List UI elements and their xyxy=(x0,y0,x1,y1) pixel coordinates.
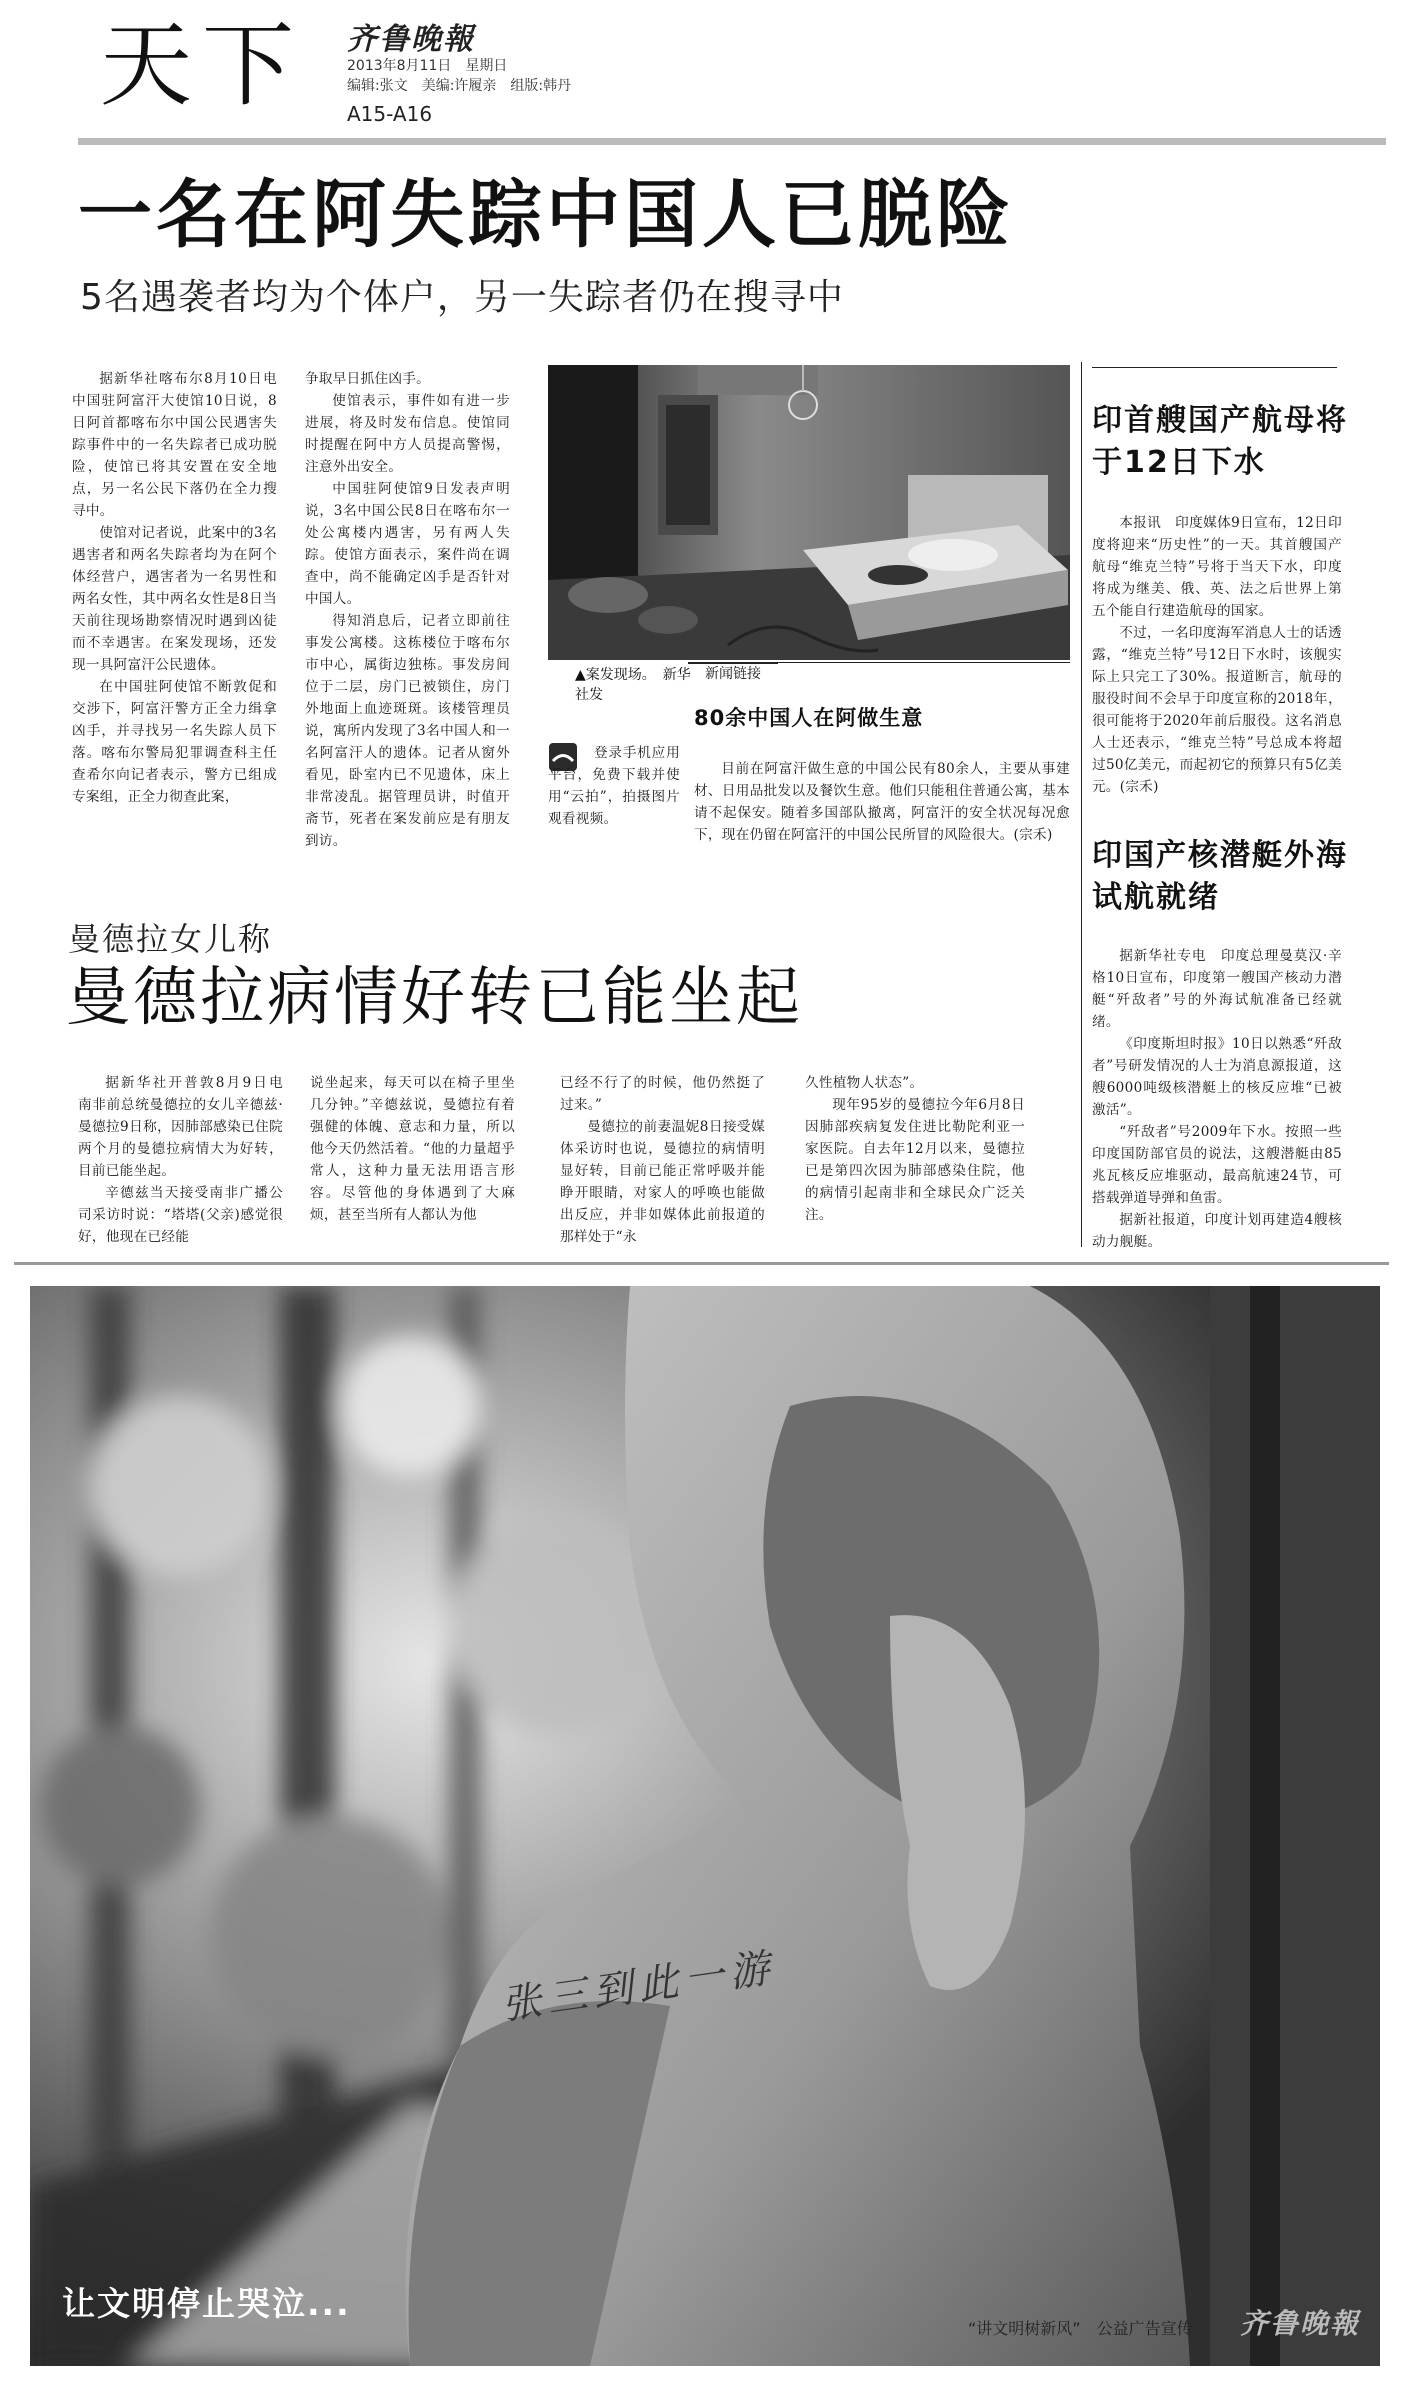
lead-paragraph: 得知消息后，记者立即前往事发公寓楼。这栋楼位于喀布尔市中心，属街边独栋。事发房间位于二层，房门已被锁住，房门外地面上血迹斑斑。该楼管理员说，寓所内发现了3名中国人和一名阿富汗人的遗体。记者从窗外看见，卧室内已不见遗体，床上非常凌乱。据管理员讲，时值开斋节，死者在案发前应是有朋友到访。 xyxy=(305,613,510,849)
page-range: A15-A16 xyxy=(347,102,433,126)
sidebar-title-carrier: 印首艘国产航母将于12日下水 xyxy=(1092,403,1348,480)
staff-line: 编辑:张文 美编:许履亲 组版:韩丹 xyxy=(347,78,572,94)
sidebar-story-carrier xyxy=(1092,512,1342,798)
sidebar-paragraph: 不过，一名印度海军消息人士的话透露，“维克兰特”号12日下水时，该舰实际上只完工了30%。报道断言，航母的服役时间不会早于印度宣称的2018年，很可能将于2020年前后服役。这名消息人士还表示，“维克兰特”号总成本将超过50亿美元，而起初它的预算只有5亿美元。(宗禾) xyxy=(1092,625,1342,795)
section-title: 天下 xyxy=(100,12,305,119)
lead-paragraph: 在中国驻阿使馆不断敦促和交涉下，阿富汗警方正全力缉拿凶手，并寻找另一名失踪人员下落。喀布尔警局犯罪调查科主任查希尔向记者表示，警方已组成专案组，正全力彻查此案， xyxy=(72,679,277,805)
paper-logo: 齐鲁晚報 xyxy=(347,22,475,57)
mandela-paragraph: 久性植物人状态”。 xyxy=(805,1075,924,1091)
sidebar-title-submarine: 印国产核潜艇外海试航就绪 xyxy=(1092,838,1348,915)
lead-paragraph: 据新华社喀布尔8月10日电 中国驻阿富汗大使馆10日说，8日阿首都喀布尔中国公民遇害失踪事件中的一名失踪者已成功脱险，使馆已将其安置在安全地点，另一名公民下落仍在全力搜寻中。 xyxy=(72,371,291,519)
lead-paragraph: 使馆对记者说，此案中的3名遇害者和两名失踪者均为在阿个体经营户，遇害者为一名男性和两名女性，其中两名女性是8日当天前往现场勘察情况时遇到凶徒而不幸遇害。在案发现场，还发现一具阿富汗公民遗体。 xyxy=(72,525,277,673)
sidebar-paragraph: “歼敌者”号2009年下水。按照一些印度国防部官员的说法，这艘潜艇由85兆瓦核反应堆驱动，最高航速24节，可搭载弹道导弹和鱼雷。 xyxy=(1092,1124,1342,1206)
mandela-paragraph: 已经不行了的时候，他仍然挺了过来。” xyxy=(560,1075,765,1113)
sidebar-paragraph: 据新华社专电 印度总理曼莫汉·辛格10日宣布，印度第一艘国产核动力潜艇“歼敌者”号的外海试航准备已经就绪。 xyxy=(1092,948,1342,1030)
ad-credit: “讲文明树新风” 公益广告宣传 xyxy=(968,2319,1193,2338)
app-promo-text: 登录手机应用平台，免费下载并使用“云拍”，拍摄图片观看视频。 xyxy=(548,745,680,827)
news-link-title: 80余中国人在阿做生意 xyxy=(694,706,924,730)
sidebar-paragraph: 本报讯 印度媒体9日宣布，12日印度将迎来“历史性”的一天。其首艘国产航母“维克兰特”号将于当天下水，印度将成为继美、俄、英、法之后世界上第五个能自行建造航母的国家。 xyxy=(1092,515,1342,619)
sidebar-story-submarine xyxy=(1092,945,1342,1253)
lead-column-1 xyxy=(72,368,291,808)
mandela-kicker: 曼德拉女儿称 xyxy=(68,920,273,958)
top-rule xyxy=(78,138,1386,145)
column-divider xyxy=(1081,362,1082,1247)
date-line: 2013年8月11日 星期日 xyxy=(347,58,508,74)
sidebar-paragraph: 据新社报道，印度计划再建造4艘核动力舰艇。 xyxy=(1092,1212,1342,1250)
lead-subhead: 5名遇袭者均为个体户，另一失踪者仍在搜寻中 xyxy=(80,277,844,318)
mandela-paragraph: 说坐起来，每天可以在椅子里坐几分钟。”辛德兹说，曼德拉有着强健的体魄、意志和力量，所以他今天仍然活着。“他的力量超乎常人，这种力量无法用语言形容。尽管他的身体遇到了大麻烦，甚至当所有人都认为他 xyxy=(310,1075,515,1223)
mandela-column-3 xyxy=(560,1072,765,1248)
mandela-column-1 xyxy=(78,1072,297,1248)
mandela-paragraph: 曼德拉的前妻温妮8日接受媒体采访时也说，曼德拉的病情明显好转，目前已能正常呼吸并能睁开眼睛，对家人的呼唤也能做出反应，并非如媒体此前报道的那样处于“永 xyxy=(560,1119,765,1245)
mandela-column-2 xyxy=(310,1072,515,1226)
news-link-body: 目前在阿富汗做生意的中国公民有80余人，主要从事建材、日用品批发以及餐饮生意。他们只能租住普通公寓，基本请不起保安。随着多国部队撤离，阿富汗的安全状况每况愈下，现在仍留在阿富汗的中国公民所冒的风险很大。(宗禾) xyxy=(694,761,1070,843)
section-rule xyxy=(14,1262,1389,1265)
ad-slogan: 让文明停止哭泣... xyxy=(62,2284,351,2323)
mandela-paragraph: 辛德兹当天接受南非广播公司采访时说：“塔塔(父亲)感觉很好，他现在已经能 xyxy=(78,1185,283,1245)
lead-paragraph: 争取早日抓住凶手。 xyxy=(305,371,431,387)
lead-headline: 一名在阿失踪中国人已脱险 xyxy=(78,172,1014,258)
mandela-headline: 曼德拉病情好转已能坐起 xyxy=(66,961,803,1035)
news-link-rule xyxy=(778,662,1070,663)
sidebar-paragraph: 《印度斯坦时报》10日以熟悉“歼敌者”号研发情况的人士为消息源报道，这艘6000吨级核潜艇上的核反应堆“已被激活”。 xyxy=(1092,1036,1342,1118)
sidebar-rule xyxy=(1092,367,1337,368)
mandela-paragraph: 据新华社开普敦8月9日电 南非前总统曼德拉的女儿辛德兹·曼德拉9日称，因肺部感染已住院两个月的曼德拉病情大为好转，目前已能坐起。 xyxy=(78,1075,297,1179)
news-link-tab: 新闻链接 xyxy=(688,662,778,684)
photo-caption: ▲案发现场。 新华社发 xyxy=(575,667,691,703)
public-service-ad-photo xyxy=(30,1286,1380,2366)
mandela-column-4 xyxy=(805,1072,1025,1226)
lead-paragraph: 中国驻阿使馆9日发表声明说，3名中国公民8日在喀布尔一处公寓楼内遇害，另有两人失踪。使馆方面表示，案件尚在调查中，尚不能确定凶手是否针对中国人。 xyxy=(305,481,510,607)
crime-scene-photo xyxy=(548,365,1070,660)
statue-graffiti: 张三到此一游 xyxy=(498,1944,779,2029)
lead-paragraph: 使馆表示，事件如有进一步进展，将及时发布信息。使馆同时提醒在阿中方人员提高警惕，注意外出安全。 xyxy=(305,393,510,475)
mandela-paragraph: 现年95岁的曼德拉今年6月8日因肺部疾病复发住进比勒陀利亚一家医院。自去年12月以来，曼德拉已是第四次因为肺部感染住院，他的病情引起南非和全球民众广泛关注。 xyxy=(805,1097,1025,1223)
lead-column-2 xyxy=(305,368,510,852)
ad-paper-logo: 齐鲁晚報 xyxy=(1240,2307,1361,2340)
